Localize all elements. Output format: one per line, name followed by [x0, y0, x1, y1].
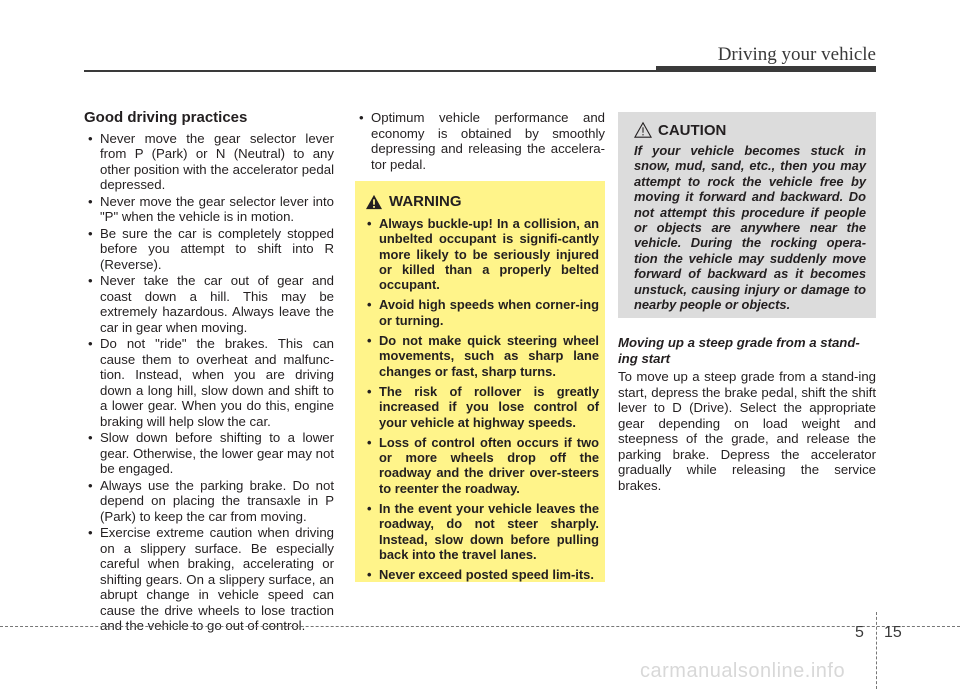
warning-header: [365, 193, 599, 210]
warning-box: [355, 181, 605, 582]
middle-column: [355, 110, 605, 173]
page-number: 15: [884, 624, 902, 641]
steep-grade-body: To move up a steep grade from a stand-ing start, depress the brake pedal, shift the shift lever to D (Drive). Select the appropriate gear depending on load weight and steepness of the grade, and release the parking brake. Depress the accelerator gradually while releasing the service brakes.: [618, 369, 876, 493]
caution-box: [618, 112, 876, 318]
list-item: • Optimum vehicle performance and economy is obtained by smoothly depressing and releasing the accelera-tor pedal.: [355, 110, 605, 172]
left-column: [84, 110, 334, 635]
steep-grade-heading: Moving up a steep grade from a stand-ing start: [618, 335, 860, 366]
footer-divider: [876, 612, 877, 689]
pedal-tip-list: [355, 110, 605, 172]
list-item: • Never move the gear selector lever into "P" when the vehicle is in motion.: [84, 194, 334, 225]
driving-practices-list: [84, 131, 334, 634]
list-item: • Loss of control often occurs if two or more wheels drop off the roadway and the driver over-steers to reenter the roadway.: [365, 435, 599, 496]
list-item: • Always use the parking brake. Do not depend on placing the transaxle in P (Park) to keep the car from moving.: [84, 478, 334, 525]
list-item: • Never exceed posted speed lim-its.: [365, 567, 599, 582]
warning-triangle-icon: [365, 194, 383, 210]
list-item: • Do not make quick steering wheel movements, such as sharp lane changes or fast, sharp turns.: [365, 333, 599, 379]
header-rule-accent: [656, 66, 876, 72]
footer-rule: [0, 626, 960, 627]
list-item: • Be sure the car is completely stopped before you attempt to shift into R (Reverse).: [84, 226, 334, 273]
page-header-title: Driving your vehicle: [717, 44, 876, 65]
caution-title: CAUTION: [658, 121, 727, 139]
list-item: • In the event your vehicle leaves the roadway, do not steer sharply. Instead, slow down before pulling back into the travel lanes.: [365, 501, 599, 562]
warning-title: WARNING: [389, 193, 462, 210]
caution-header: [634, 121, 866, 139]
list-item: • Never move the gear selector lever from P (Park) or N (Neutral) to any other position with the accelerator pedal depressed.: [84, 131, 334, 193]
warning-list: [365, 216, 599, 583]
header-rule: [84, 70, 656, 72]
caution-text: If your vehicle becomes stuck in snow, mud, sand, etc., then you may attempt to rock the vehicle free by moving it forward and backward. Do not attempt this procedure if people or objects are anywhere near the vehicle. During the rocking opera-tion the vehicle may suddenly move forward of backward as it becomes unstuck, causing injury or damage to nearby people or objects.: [634, 143, 866, 313]
caution-triangle-icon: [634, 121, 652, 139]
section-number: 5: [855, 624, 864, 641]
list-item: • Avoid high speeds when corner-ing or turning.: [365, 297, 599, 328]
list-item: • Never take the car out of gear and coast down a hill. This may be extremely hazardous. Always leave the car in gear when moving.: [84, 273, 334, 335]
list-item: • Exercise extreme caution when driving on a slippery surface. Be especially careful when braking, accelerating or shifting gears. On a slippery surface, an abrupt change in vehicle speed can cause the drive wheels to lose traction and the vehicle to go out of control.: [84, 525, 334, 634]
section-heading: Good driving practices: [84, 109, 248, 126]
list-item: • Slow down before shifting to a lower gear. Otherwise, the lower gear may not be engaged.: [84, 430, 334, 477]
list-item: • Always buckle-up! In a collision, an unbelted occupant is signifi-cantly more likely to be seriously injured or killed than a properly belted occupant.: [365, 216, 599, 292]
list-item: • The risk of rollover is greatly increased if you lose control of your vehicle at highway speeds.: [365, 384, 599, 430]
list-item: • Do not "ride" the brakes. This can cause them to overheat and malfunc-tion. Instead, when you are driving down a long hill, slow down and shift to a lower gear. When you do this, engine braking will help slow the car.: [84, 336, 334, 429]
watermark: carmanualsonline.info: [640, 660, 846, 682]
